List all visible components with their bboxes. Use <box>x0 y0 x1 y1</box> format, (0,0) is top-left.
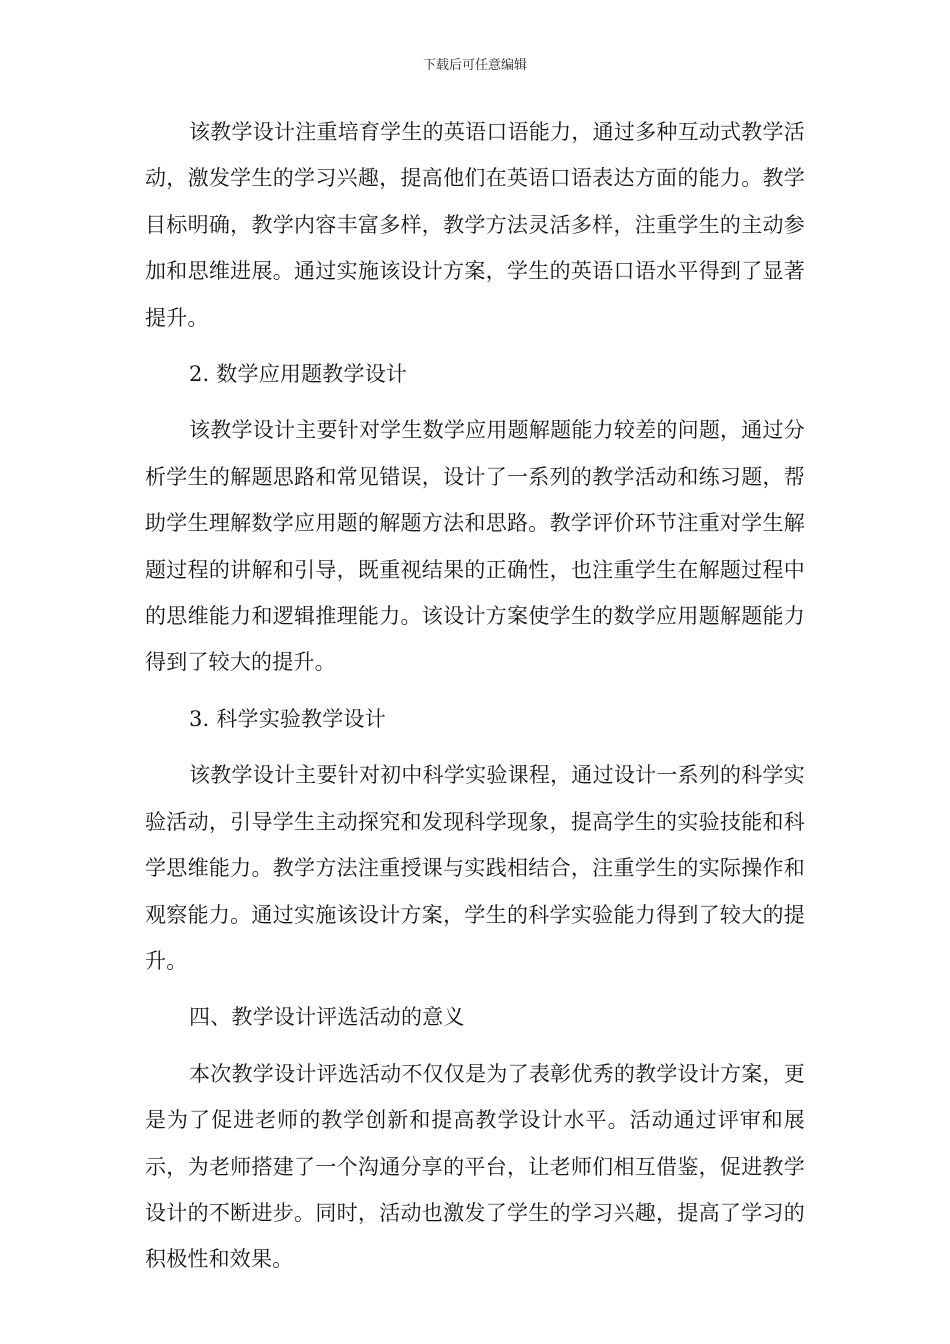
document-body <box>145 109 805 1283</box>
spacer <box>145 742 805 752</box>
paragraph-science-design: 该教学设计主要针对初中科学实验课程，通过设计一系列的科学实验活动，引导学生主动探究和发现科学现象，提高学生的实验技能和科学思维能力。教学方法注重授课与实践相结合，注重学生的实际操作和观察能力。通过实施该设计方案，学生的科学实验能力得到了较大的提升。 <box>145 763 805 973</box>
spacer <box>145 1041 805 1051</box>
heading-science-design: 3. 科学实验教学设计 <box>189 706 386 731</box>
heading-significance: 四、教学设计评选活动的意义 <box>189 1005 465 1030</box>
spacer <box>145 984 805 994</box>
paragraph-math-design: 该教学设计主要针对学生数学应用题解题能力较差的问题，通过分析学生的解题思路和常见错误，设计了一系列的教学活动和练习题，帮助学生理解数学应用题的解题方法和思路。教学评价环节注重对学生解题过程的讲解和引导，既重视结果的正确性，也注重学生在解题过程中的思维能力和逻辑推理能力。该设计方案使学生的数学应用题解题能力得到了较大的提升。 <box>145 418 805 675</box>
heading-math-design: 2. 数学应用题教学设计 <box>189 362 408 387</box>
paragraph-english-speaking-design: 该教学设计注重培育学生的英语口语能力，通过多种互动式教学活动，激发学生的学习兴趣，提高他们在英语口语表达方面的能力。教学目标明确，教学内容丰富多样，教学方法灵活多样，注重学生的主动参加和思维进展。通过实施该设计方案，学生的英语口语水平得到了显著提升。 <box>145 120 805 330</box>
spacer <box>145 397 805 407</box>
page-header: 下载后可任意编辑 <box>422 58 527 73</box>
paragraph-significance: 本次教学设计评选活动不仅仅是为了表彰优秀的教学设计方案，更是为了促进老师的教学创新和提高教学设计水平。活动通过评审和展示，为老师搭建了一个沟通分享的平台，让老师们相互借鉴，促进教学设计的不断进步。同时，活动也激发了学生的学习兴趣，提高了学习的积极性和效果。 <box>145 1061 805 1272</box>
spacer <box>145 686 805 696</box>
spacer <box>145 341 805 351</box>
